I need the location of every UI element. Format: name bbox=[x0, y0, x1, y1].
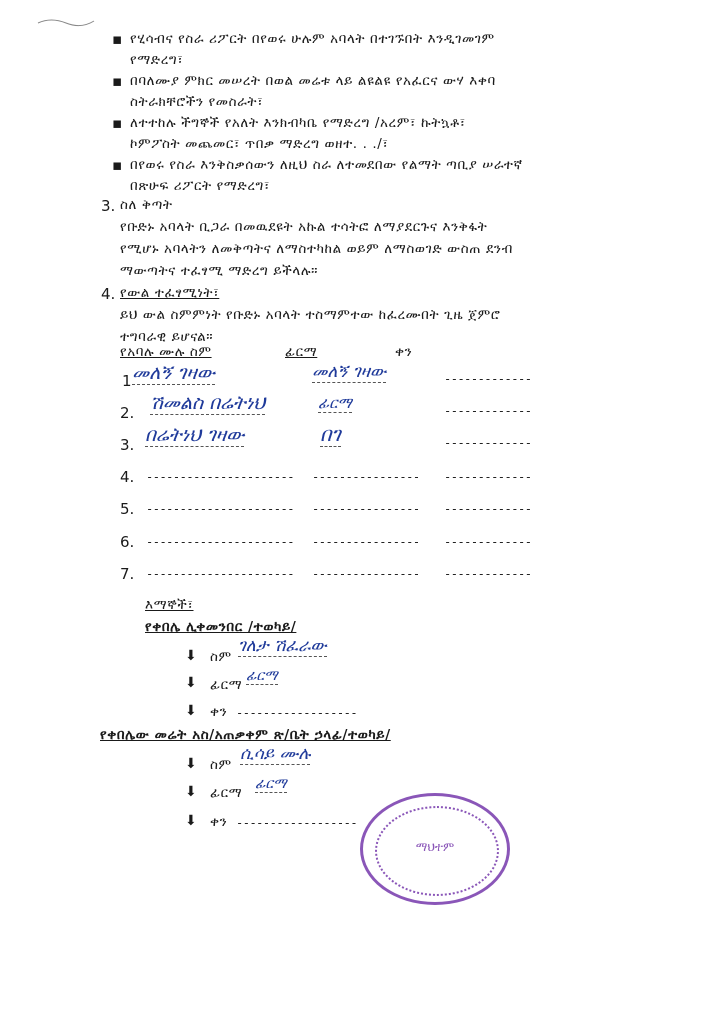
name-blank: ---------------------- bbox=[146, 502, 294, 516]
date-blank: ------------------ bbox=[236, 706, 358, 720]
row-number: 6. bbox=[120, 533, 135, 551]
official-stamp bbox=[360, 793, 510, 905]
office-name-handwritten: ሲሳይ ሙሉ bbox=[240, 744, 311, 764]
scan-mark bbox=[36, 14, 96, 28]
bullet-line: ለተተከሉ ችግኞች የአለት እንክብካቤ የማድረግ /አረም፣ ኩትኳቶ፣ bbox=[130, 115, 466, 131]
date-blank: ------------- bbox=[444, 502, 532, 516]
witnesses-label: እማኞች፣ bbox=[145, 597, 194, 613]
date-blank: ------------- bbox=[444, 567, 532, 581]
row-number: 1 bbox=[122, 372, 132, 390]
paragraph-line: ይህ ውል ስምምነት የቡድኑ አባላት ተስማምተው ከፈረሙበት ጊዜ ጀምሮ bbox=[120, 307, 501, 323]
name-label: ስም bbox=[210, 757, 232, 773]
signature-blank: ---------------- bbox=[312, 535, 420, 549]
date-blank: ------------------ bbox=[236, 816, 358, 830]
bullet-line: በባለሙያ ምክር መሠረት በወል መሬቱ ላይ ልዩልዩ የአፈርና ውሃ እቀባ bbox=[130, 73, 496, 89]
arrow-down-icon: ⬇ bbox=[185, 648, 197, 664]
section-title: ስለ ቅጣት bbox=[120, 197, 173, 213]
stamp-text: ማህተም bbox=[415, 840, 455, 854]
row-number: 4. bbox=[120, 468, 135, 486]
bullet-line: የማድረግ፣ bbox=[130, 52, 184, 68]
member-signature-handwritten: በገ bbox=[320, 422, 341, 446]
date-blank: ------------- bbox=[444, 436, 532, 450]
bullet-line: ኮምፖስት መጨመር፣ ጥበቃ ማድረግ ወዘተ. . ./፣ bbox=[130, 136, 389, 152]
date-blank: ------------- bbox=[444, 404, 532, 418]
member-signature-handwritten: መለኝ ገዛው bbox=[312, 362, 387, 382]
paragraph-line: የሚሆኑ አባላትን ለመቅጣትና ለማስተካከል ወይም ለማስወገድ ውስጠ ደንብ bbox=[120, 241, 513, 257]
signature-label: ፊርማ bbox=[210, 785, 243, 801]
bullet-line: በጽሁፍ ሪፖርት የማድረግ፣ bbox=[130, 178, 271, 194]
arrow-down-icon: ⬇ bbox=[185, 813, 197, 829]
bullet-line: ስትራክቸሮችን የመስራት፣ bbox=[130, 94, 264, 110]
arrow-down-icon: ⬇ bbox=[185, 784, 197, 800]
bullet-icon: ▪ bbox=[112, 114, 123, 132]
receiver-signature-handwritten: ፊርማ bbox=[246, 668, 278, 684]
signature-blank: ---------------- bbox=[312, 470, 420, 484]
paragraph-line: የቡድኑ አባላት ቢጋራ በመዉደዩት አኩል ተሳትፎ ለማያደርጉና እንቅፋት bbox=[120, 219, 488, 235]
section-number: 4. bbox=[101, 285, 116, 303]
header-name: የአባሉ ሙሉ ስም bbox=[120, 344, 212, 360]
date-label: ቀን bbox=[210, 704, 228, 720]
bullet-icon: ▪ bbox=[112, 156, 123, 174]
signature-blank: ---------------- bbox=[312, 502, 420, 516]
bullet-icon: ▪ bbox=[112, 72, 123, 90]
paragraph-line: ማውጣትና ተፈፃሚ ማድረግ ይችላሉ። bbox=[120, 263, 319, 279]
date-blank: ------------- bbox=[444, 470, 532, 484]
row-number: 3. bbox=[120, 436, 135, 454]
name-label: ስም bbox=[210, 649, 232, 665]
row-number: 5. bbox=[120, 500, 135, 518]
date-blank: ------------- bbox=[444, 372, 532, 386]
member-signature-handwritten: ፊርማ bbox=[318, 394, 352, 412]
header-signature: ፊርማ bbox=[285, 344, 318, 360]
date-label: ቀን bbox=[210, 814, 228, 830]
header-date: ቀን bbox=[395, 344, 413, 360]
section-title: የውል ተፈፃሚነት፣ bbox=[120, 285, 220, 301]
office-signature-handwritten: ፊርማ bbox=[255, 776, 287, 792]
member-name-handwritten: በሬትነህ ገዛው bbox=[145, 424, 245, 446]
name-blank: ---------------------- bbox=[146, 535, 294, 549]
arrow-down-icon: ⬇ bbox=[185, 675, 197, 691]
row-number: 2. bbox=[120, 404, 135, 422]
arrow-down-icon: ⬇ bbox=[185, 703, 197, 719]
member-name-handwritten: ሽመልስ በሬትነህ bbox=[150, 392, 266, 414]
receiver-name-handwritten: ገለታ ሽፈራው bbox=[238, 636, 327, 656]
date-blank: ------------- bbox=[444, 535, 532, 549]
paragraph-line: ተግባራዊ ይሆናል። bbox=[120, 329, 214, 345]
bullet-icon: ▪ bbox=[112, 30, 123, 48]
bullet-line: በየወሩ የስራ እንቅስቃሰውን ለዚህ ስራ ለተመደበው የልማት ጣቢያ ሠራተኛ bbox=[130, 157, 523, 173]
receiver-title: የቀበሌ ሊቀመንበር /ተወካይ/ bbox=[145, 619, 297, 635]
row-number: 7. bbox=[120, 565, 135, 583]
member-name-handwritten: መለኝ ገዛው bbox=[132, 362, 215, 384]
signature-blank: ---------------- bbox=[312, 567, 420, 581]
arrow-down-icon: ⬇ bbox=[185, 756, 197, 772]
name-blank: ---------------------- bbox=[146, 567, 294, 581]
bullet-line: የሂሳብና የስራ ሪፖርት በየወሩ ሁሉም አባላት በተገኙበት እንዲገመገም bbox=[130, 31, 495, 47]
section-number: 3. bbox=[101, 197, 116, 215]
name-blank: ---------------------- bbox=[146, 470, 294, 484]
office-title: የቀበሌው መሬት አስ/አጠቃቀም ጽ/ቤት ኃላፊ/ተወካይ/ bbox=[100, 727, 391, 743]
scan-mark-icon bbox=[36, 15, 96, 29]
signature-label: ፊርማ bbox=[210, 677, 243, 693]
